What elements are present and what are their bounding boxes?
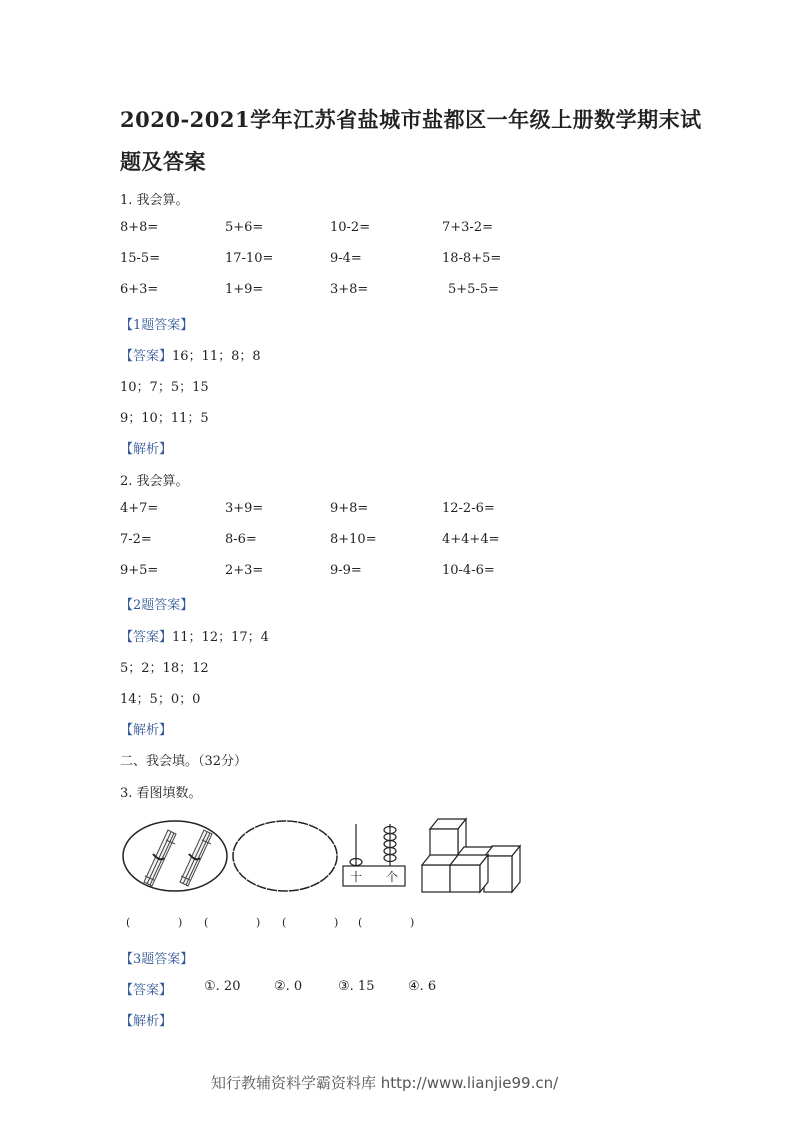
q1-heading: 1. 我会算。	[120, 193, 189, 208]
q3-analysis-label: 【解析】	[120, 1014, 173, 1029]
q2-expr: 4+4+4=	[442, 532, 500, 547]
q3-blank-open: (	[204, 916, 209, 929]
q1-expr: 5+5-5=	[448, 282, 499, 297]
abacus-ones-label: 个	[386, 870, 399, 884]
q3-answer-label: 【答案】	[120, 983, 173, 998]
q1-expr: 10-2=	[330, 220, 371, 235]
q2-expr: 9+8=	[330, 501, 369, 516]
q1-expr: 17-10=	[225, 251, 274, 266]
q1-expr: 6+3=	[120, 282, 159, 297]
answer-text: 11；12；17；4	[172, 630, 269, 645]
answer-label: 【答案】	[120, 630, 173, 645]
q2-expr: 3+9=	[225, 501, 264, 516]
q2-answer-heading: 【2题答案】	[120, 598, 194, 613]
q2-answer-line	[120, 626, 269, 645]
q2-analysis-label: 【解析】	[120, 723, 173, 738]
q2-expr: 8-6=	[225, 532, 257, 547]
q1-expr: 9-4=	[330, 251, 362, 266]
q1-analysis-label: 【解析】	[120, 442, 173, 457]
q1-expr: 1+9=	[225, 282, 264, 297]
q1-answer-line3: 9；10；11；5	[120, 411, 209, 426]
abacus-tens-label: 十	[350, 870, 363, 884]
q2-answer-line3: 14；5；0；0	[120, 692, 201, 707]
q3-heading: 3. 看图填数。	[120, 786, 202, 801]
page-title-line1: 2020-2021学年江苏省盐城市盐都区一年级上册数学期末试	[120, 107, 702, 132]
footer-text: 知行教辅资料学霸资料库 http://www.lianjie99.cn/	[211, 1074, 559, 1092]
q3-blank-close: )	[178, 916, 183, 929]
q3-answer: ①. 20	[204, 979, 241, 994]
q1-expr: 7+3-2=	[442, 220, 493, 235]
page-title-line2: 题及答案	[120, 149, 206, 174]
q1-answer-line	[120, 345, 261, 364]
q2-expr: 9+5=	[120, 563, 159, 578]
answer-label: 【答案】	[120, 349, 173, 364]
q1-expr: 5+6=	[225, 220, 264, 235]
empty-ellipse-figure	[230, 818, 340, 894]
section2-heading: 二、我会填。（32分）	[120, 754, 248, 769]
cubes-figure	[420, 815, 525, 895]
q2-answer-line2: 5；2；18；12	[120, 661, 209, 676]
answer-text: 16；11；8；8	[172, 349, 261, 364]
q3-answer-heading: 【3题答案】	[120, 952, 194, 967]
q1-expr: 15-5=	[120, 251, 161, 266]
q1-answer-line2: 10；7；5；15	[120, 380, 209, 395]
q1-expr: 8+8=	[120, 220, 159, 235]
q3-blank-close: )	[334, 916, 339, 929]
q3-blank-open: (	[126, 916, 131, 929]
q2-expr: 10-4-6=	[442, 563, 495, 578]
q2-expr: 4+7=	[120, 501, 159, 516]
q2-expr: 2+3=	[225, 563, 264, 578]
q1-expr: 18-8+5=	[442, 251, 502, 266]
q3-answer: ③. 15	[338, 979, 375, 994]
q2-expr: 8+10=	[330, 532, 377, 547]
q3-blank-close: )	[256, 916, 261, 929]
q2-expr: 7-2=	[120, 532, 152, 547]
q2-expr: 9-9=	[330, 563, 362, 578]
q1-expr: 3+8=	[330, 282, 369, 297]
q1-answer-heading: 【1题答案】	[120, 318, 194, 333]
q3-answer: ④. 6	[408, 979, 437, 994]
q3-answer: ②. 0	[274, 979, 303, 994]
q2-expr: 12-2-6=	[442, 501, 495, 516]
q3-blank-close: )	[410, 916, 415, 929]
q3-blank-open: (	[282, 916, 287, 929]
q3-blank-open: (	[358, 916, 363, 929]
q2-heading: 2. 我会算。	[120, 474, 189, 489]
bundled-sticks-figure	[120, 818, 230, 894]
